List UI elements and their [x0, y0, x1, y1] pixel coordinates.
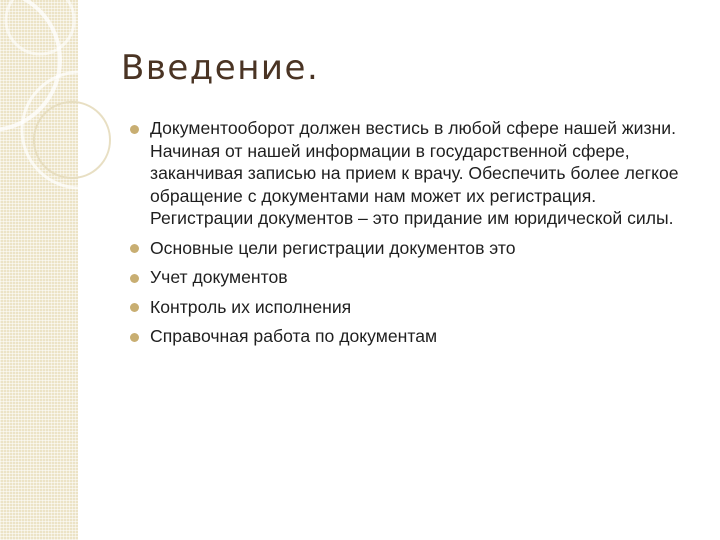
bullet-list — [130, 117, 700, 355]
bullet-text: Контроль их исполнения — [150, 296, 352, 317]
list-item — [130, 117, 700, 230]
list-item — [130, 325, 700, 348]
bullet-icon — [130, 333, 139, 342]
bullet-icon — [130, 125, 139, 134]
bullet-icon — [130, 244, 139, 253]
list-item — [130, 237, 700, 260]
list-item — [130, 266, 700, 289]
bullet-text: Учет документов — [150, 267, 288, 287]
decorative-side-band — [0, 0, 78, 540]
bullet-text: Справочная работа по документам — [150, 326, 438, 346]
bullet-icon — [130, 274, 139, 283]
bullet-text: Основные цели регистрации документов это — [150, 237, 516, 258]
bullet-icon — [130, 303, 139, 312]
bullet-text: Документооборот должен вестись в любой сфере нашей жизни. Начиная от нашей информации в государственной сфере, заканчивая записью на прием к врачу. Обеспечить более легкое обращение с документами нам может их регистрация. Регистрации документов – это придание им юридической силы. — [150, 118, 679, 228]
list-item — [130, 296, 700, 319]
slide-title: Введение. — [121, 48, 320, 88]
